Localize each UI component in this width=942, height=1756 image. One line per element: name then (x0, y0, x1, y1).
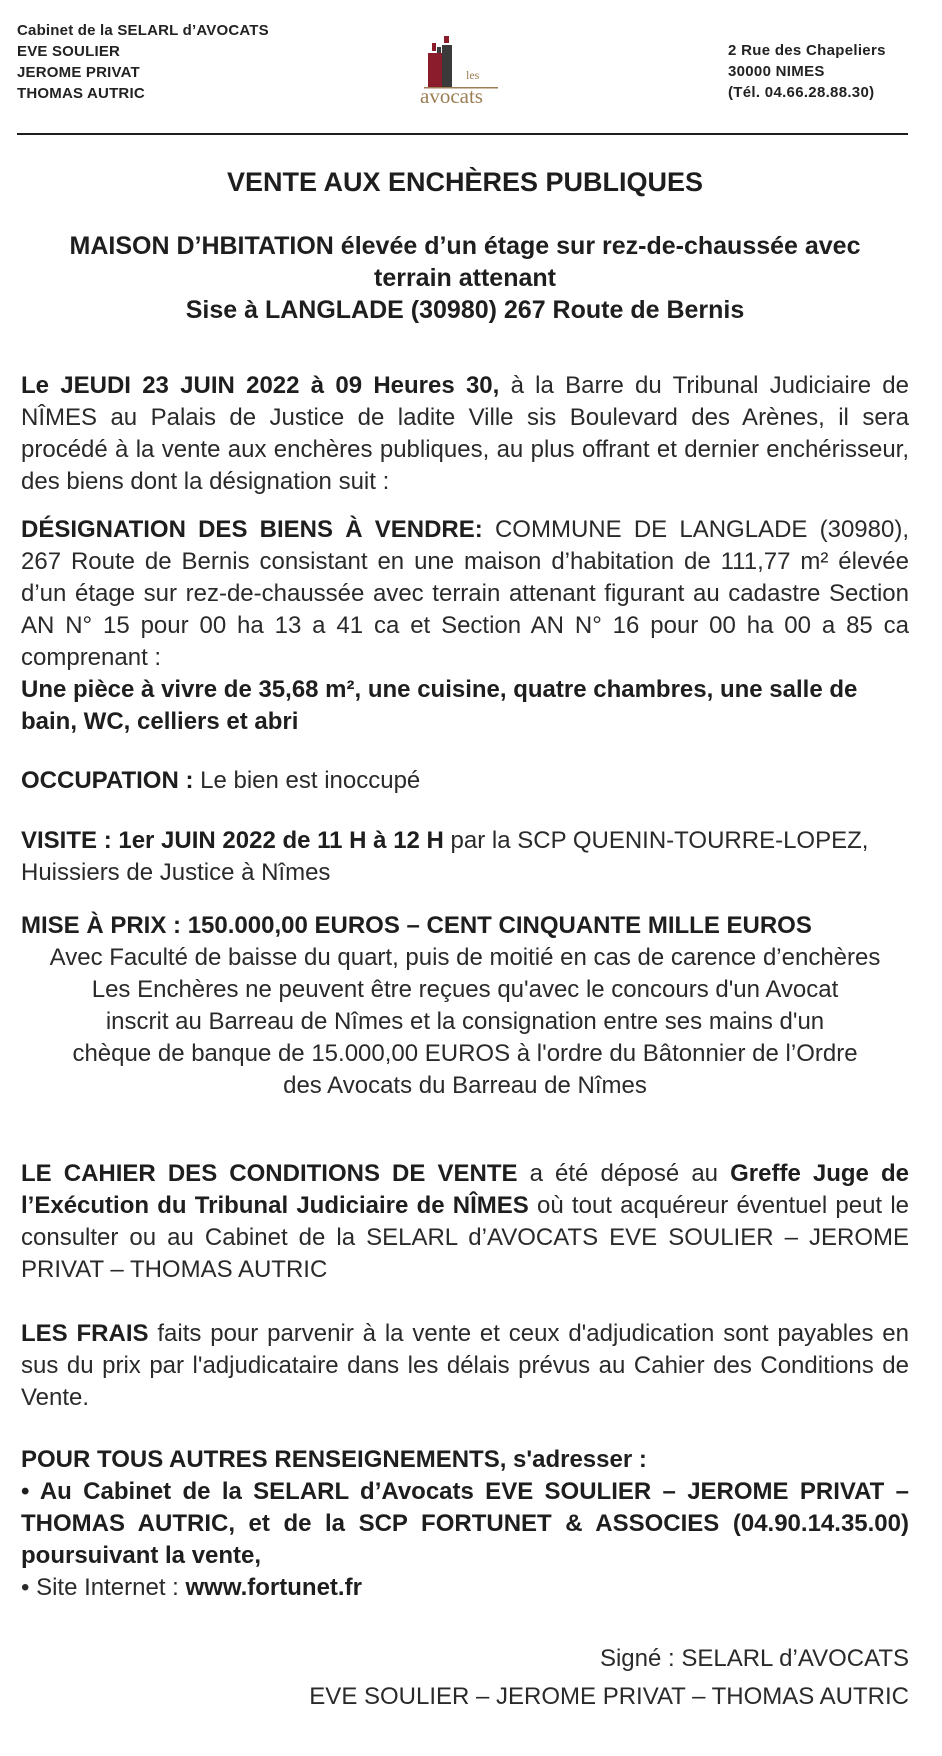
office-address-block (728, 40, 886, 103)
postal-city: 30000 NIMES (728, 63, 825, 80)
header-divider (17, 133, 908, 135)
property-description-cont: terrain attenant (374, 264, 556, 292)
price-condition-line: inscrit au Barreau de Nîmes et la consignation entre ses mains d'un (105, 1008, 825, 1035)
visit-bailiff-cont: Huissiers de Justice à Nîmes (21, 859, 331, 886)
partner-name: EVE SOULIER (17, 43, 121, 60)
designation-label: DÉSIGNATION DES BIENS À VENDRE: (21, 516, 483, 543)
starting-price-section (21, 910, 909, 1102)
designation-section (21, 514, 909, 674)
firm-name: Cabinet de la SELARL d’AVOCATS (17, 22, 269, 39)
conditions-text: a été déposé au (517, 1160, 731, 1187)
starting-price-label: MISE À PRIX : 150.000,00 EUROS – CENT CINQUANTE MILLE EUROS (21, 912, 812, 939)
property-subject (21, 230, 909, 326)
property-description: élevée d’un étage sur rez-de-chaussée avec (333, 232, 861, 260)
visit-label: VISITE : 1er JUIN 2022 de 11 H à 12 H (21, 827, 444, 854)
occupation-section (21, 765, 909, 797)
visit-bailiff: par la SCP QUENIN-TOURRE-LOPEZ, (443, 827, 869, 854)
street-address: 2 Rue des Chapeliers (728, 42, 886, 59)
rooms-description: Une pièce à vivre de 35,68 m², une cuisine, quatre chambres, une salle de bain, WC, celliers et abri (21, 676, 858, 735)
occupation-text: Le bien est inoccupé (193, 767, 421, 794)
page-title: VENTE AUX ENCHÈRES PUBLIQUES (226, 167, 704, 197)
signature-block (21, 1640, 909, 1716)
website-link[interactable]: www.fortunet.fr (185, 1574, 362, 1601)
price-condition-line: Avec Faculté de baisse du quart, puis de moitié en cas de carence d’enchères (49, 944, 881, 971)
conditions-label: LE CAHIER DES CONDITIONS DE VENTE (21, 1160, 518, 1187)
website-prefix: • Site Internet : (21, 1574, 186, 1601)
rooms-section (21, 674, 909, 738)
occupation-label: OCCUPATION : (21, 767, 194, 794)
information-section (21, 1444, 909, 1604)
visit-section (21, 825, 909, 889)
partner-name: THOMAS AUTRIC (17, 85, 145, 102)
price-condition-line: des Avocats du Barreau de Nîmes (283, 1072, 647, 1099)
court-registry: Greffe Juge de l’Exécution du Tribunal Judiciaire de NÎMES (21, 1160, 910, 1219)
price-condition-line: Les Enchères ne peuvent être reçues qu'avec le concours d'un Avocat (91, 976, 839, 1003)
property-location: Sise à LANGLADE (30980) 267 Route de Bernis (185, 296, 745, 324)
signature-line: Signé : SELARL d’AVOCATS (599, 1645, 909, 1672)
information-label: POUR TOUS AUTRES RENSEIGNEMENTS, s'adresser : (21, 1446, 647, 1473)
auction-date-paragraph (21, 370, 909, 498)
auction-date: Le JEUDI 23 JUIN 2022 à 09 Heures 30, (21, 372, 500, 399)
fees-text: faits pour parvenir à la vente et ceux d'adjudication sont payables en sus du prix par l'adjudicataire dans les délais prévus au Cahier des Conditions de Vente. (21, 1320, 910, 1411)
partner-name: JEROME PRIVAT (17, 64, 140, 81)
logo-wordmark: avocats (420, 84, 483, 108)
phone-number: (Tél. 04.66.28.88.30) (728, 84, 875, 101)
conditions-text-cont: où tout acquéreur éventuel peut le consulter ou au Cabinet de la SELARL d’AVOCATS EVE SOULIER – JEROME PRIVAT – THOMAS AUTRIC (21, 1192, 909, 1283)
price-condition-line: chèque de banque de 15.000,00 EUROS à l'ordre du Bâtonnier de l’Ordre (72, 1040, 858, 1067)
property-type: MAISON D’HBITATION (69, 232, 334, 260)
conditions-section (21, 1158, 909, 1286)
fees-label: LES FRAIS (21, 1320, 149, 1347)
signature-names: EVE SOULIER – JEROME PRIVAT – THOMAS AUTRIC (309, 1683, 909, 1710)
logo-small-text: les (466, 68, 480, 82)
auction-venue-text: à la Barre du Tribunal Judiciaire de NÎMES au Palais de Justice de ladite Ville sis Boulevard des Arènes, il sera procédé à la vente aux enchères publiques, au plus offrant et dernier enchérisseur, des biens dont la désignation suit : (21, 372, 909, 495)
contact-bullet: • Au Cabinet de la SELARL d’Avocats EVE SOULIER – JEROME PRIVAT – THOMAS AUTRIC, et de la SCP FORTUNET & ASSOCIES (04.90.14.35.00) poursuivant la vente, (21, 1478, 909, 1569)
fees-section (21, 1318, 909, 1414)
designation-text: COMMUNE DE LANGLADE (30980), 267 Route de Bernis consistant en une maison d’habitation de 111,77 m² élevée d’un étage sur rez-de-chaussée avec terrain attenant figurant au cadastre Section AN N° 15 pour 00 ha 13 a 41 ca et Section AN N° 16 pour 00 ha 00 a 85 ca comprenant : (21, 516, 909, 671)
firm-address-block (17, 20, 269, 104)
